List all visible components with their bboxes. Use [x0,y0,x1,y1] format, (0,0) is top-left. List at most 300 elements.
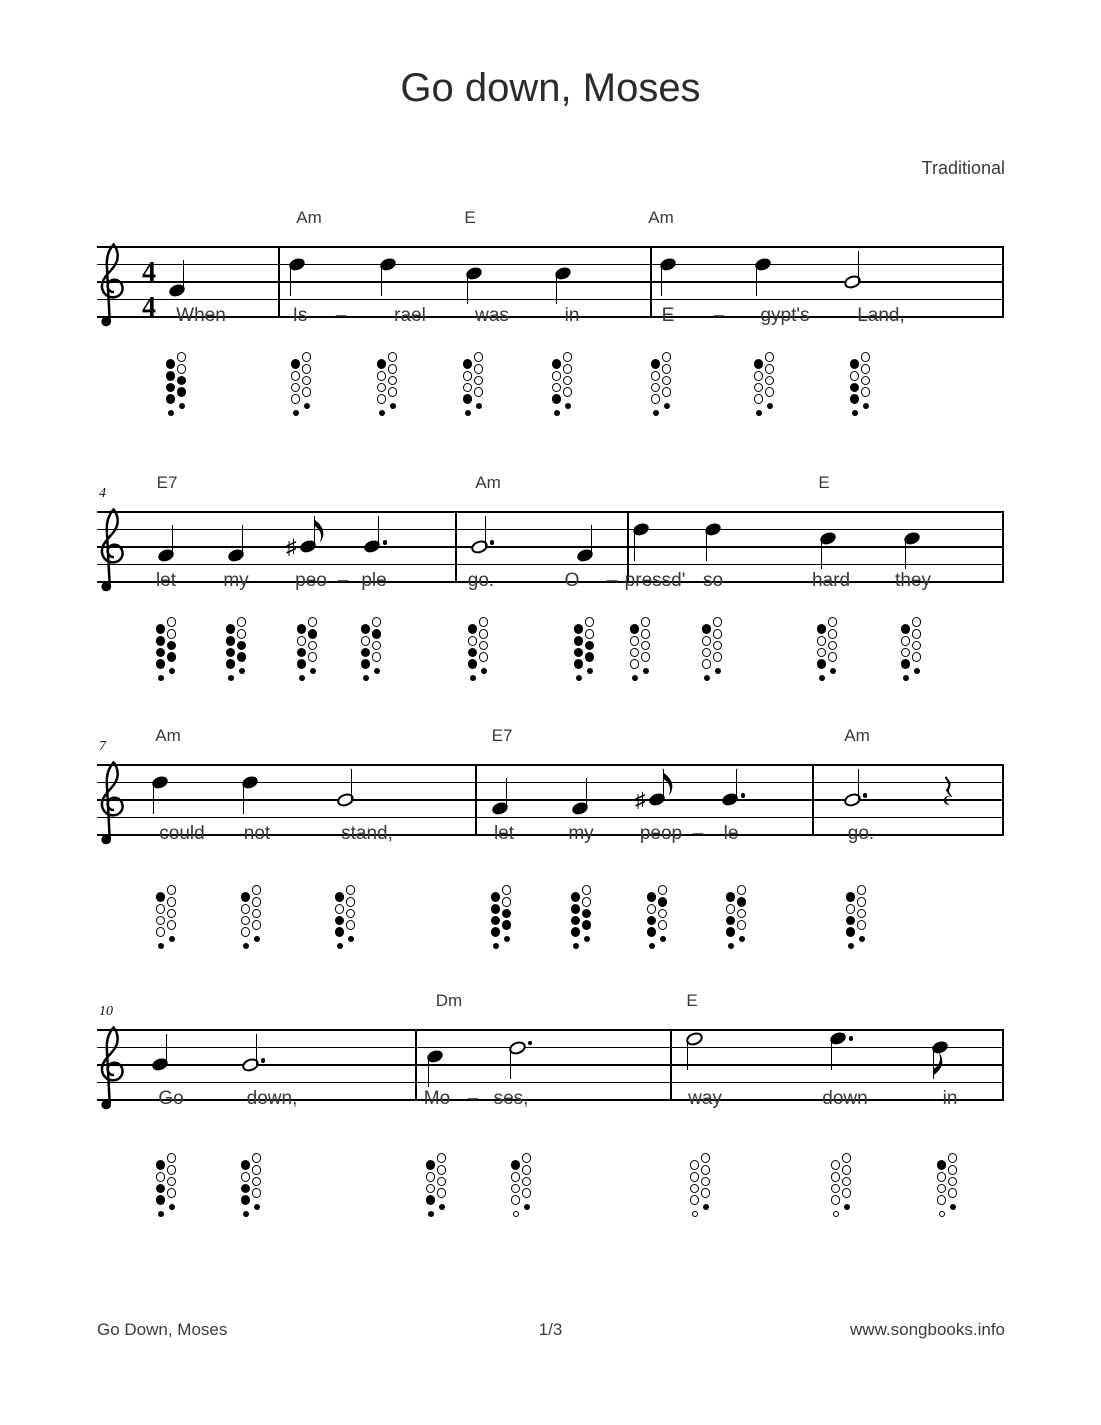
fingering-hole [308,641,318,651]
fingering-hole [844,1204,850,1210]
note-stem [290,265,292,296]
chord-label: Dm [435,991,463,1010]
fingering-hole [522,1177,532,1187]
fingering-hole [302,352,312,362]
fingering-diagram [629,617,651,685]
fingering-hole [237,617,247,627]
fingering-hole [463,383,473,393]
chord-label: Am [844,726,870,745]
fingering-hole [641,652,651,662]
fingering-hole [468,659,478,669]
fingering-hole [765,387,775,397]
fingering-hole [903,675,909,681]
fingering-hole [563,352,573,362]
fingering-hole [701,1188,711,1198]
footer-song-title: Go Down, Moses [97,1320,228,1339]
fingering-hole [156,1160,166,1170]
staff-line [97,511,1004,513]
fingering-hole [241,927,251,937]
fingering-hole [950,1204,956,1210]
fingering-diagram [689,1153,711,1221]
staff-line [97,799,1004,801]
note-stem [510,1048,512,1079]
fingering-hole [728,943,734,949]
lyric-syllable: stand, [341,823,393,844]
fingering-hole [850,394,860,404]
fingering-hole [167,909,177,919]
fingering-hole [857,920,867,930]
fingering-diagram [490,885,512,953]
augmentation-dot [490,540,495,545]
fingering-diagram [225,617,247,685]
fingering-diagram [334,885,356,953]
fingering-hole [726,916,736,926]
fingering-hole [156,904,166,914]
fingering-hole [651,359,661,369]
note-stem [756,265,758,296]
lyric-syllable: When [176,305,226,326]
fingering-hole [502,897,512,907]
note-stem [506,778,508,809]
fingering-hole [167,617,177,627]
fingering-hole [167,652,177,662]
fingering-hole [948,1177,958,1187]
fingering-hole [817,636,827,646]
fingering-hole [857,885,867,895]
note-stem [172,525,174,556]
fingering-hole [156,1184,166,1194]
fingering-hole [842,1165,852,1175]
fingering-hole [372,629,382,639]
barline [1002,1029,1004,1101]
fingering-hole [552,383,562,393]
fingering-hole [374,668,380,674]
treble-clef-icon [97,494,127,594]
time-signature-numerator: 4 [142,257,156,289]
fingering-hole [861,352,871,362]
lyric-syllable: hard [811,570,851,591]
fingering-hole [828,641,838,651]
fingering-hole [630,659,640,669]
fingering-hole [346,897,356,907]
fingering-hole [713,641,723,651]
footer-website: www.songbooks.info [850,1320,1005,1339]
fingering-hole [463,359,473,369]
fingering-hole [237,641,247,651]
fingering-diagram [467,617,489,685]
fingering-hole [476,403,482,409]
fingering-hole [739,936,745,942]
fingering-hole [842,1188,852,1198]
fingering-hole [502,909,512,919]
treble-clef-icon [97,229,127,329]
fingering-hole [156,636,166,646]
fingering-hole [846,892,856,902]
lyric-syllable: let [493,823,515,844]
chord-label: Am [296,208,322,227]
chord-label: E7 [491,726,513,745]
note-stem [467,273,469,304]
fingering-hole [726,892,736,902]
fingering-hole [346,885,356,895]
fingering-hole [587,668,593,674]
chord-label: E [464,208,476,227]
lyric-syllable: – [337,570,349,591]
fingering-hole [158,943,164,949]
fingering-hole [912,629,922,639]
fingering-hole [563,376,573,386]
augmentation-dot [261,1058,266,1063]
staff-line [97,281,1004,283]
chord-label: E [686,991,698,1010]
fingering-hole [861,387,871,397]
fingering-hole [563,364,573,374]
barline [455,511,457,583]
fingering-hole [252,897,262,907]
fingering-hole [651,371,661,381]
treble-clef-icon [97,1012,127,1112]
lyric-syllable: peop [639,823,683,844]
fingering-hole [937,1172,947,1182]
fingering-hole [715,668,721,674]
fingering-hole [167,885,177,895]
fingering-hole [167,1153,177,1163]
fingering-hole [491,892,501,902]
quarter-rest-icon [943,776,956,809]
fingering-hole [828,617,838,627]
note-stem [485,516,487,547]
fingering-hole [158,675,164,681]
fingering-diagram [830,1153,852,1221]
fingering-hole [651,383,661,393]
staff-line [97,546,1004,548]
fingering-hole [630,624,640,634]
fingering-hole [241,1172,251,1182]
lyric-syllable: go. [467,570,495,591]
fingering-hole [299,675,305,681]
fingering-hole [167,1177,177,1187]
fingering-hole [167,641,177,651]
fingering-diagram [650,352,672,420]
chord-label: Am [155,726,181,745]
fingering-hole [859,936,865,942]
lyric-syllable: – [713,305,725,326]
note-stem [166,1034,168,1065]
fingering-diagram [849,352,871,420]
fingering-hole [228,675,234,681]
note-stem [242,525,244,556]
fingering-hole [252,1188,262,1198]
fingering-hole [377,359,387,369]
fingering-hole [493,943,499,949]
staff-line [97,299,1004,301]
fingering-hole [584,936,590,942]
fingering-hole [713,652,723,662]
fingering-hole [437,1165,447,1175]
fingering-hole [335,916,345,926]
fingering-hole [737,909,747,919]
fingering-hole [662,376,672,386]
fingering-diagram [701,617,723,685]
fingering-hole [335,904,345,914]
lyric-syllable: in [564,305,580,326]
measure-number: 4 [99,486,106,501]
fingering-diagram [155,1153,177,1221]
fingering-diagram [725,885,747,953]
eighth-flag-icon [664,768,676,796]
fingering-hole [388,387,398,397]
fingering-hole [428,1211,434,1217]
fingering-hole [167,629,177,639]
chord-label: Am [648,208,674,227]
barline [415,1029,417,1101]
note-stem [706,530,708,561]
lyric-syllable: gypt's [760,305,810,326]
lyric-syllable: Is [292,305,308,326]
fingering-hole [348,936,354,942]
fingering-hole [937,1184,947,1194]
fingering-hole [156,648,166,658]
note-stem [661,265,663,296]
fingering-hole [463,394,473,404]
eighth-flag-icon [315,515,327,543]
fingering-hole [552,371,562,381]
fingering-hole [437,1177,447,1187]
note-stem [634,530,636,561]
lyric-syllable: peo [295,570,327,591]
fingering-hole [241,904,251,914]
fingering-hole [302,364,312,374]
fingering-hole [388,364,398,374]
fingering-hole [511,1184,521,1194]
barline [670,1029,672,1101]
fingering-hole [582,885,592,895]
fingering-hole [701,1165,711,1175]
fingering-hole [831,1195,841,1205]
fingering-hole [571,904,581,914]
fingering-hole [817,624,827,634]
fingering-diagram [900,617,922,685]
fingering-hole [363,675,369,681]
fingering-hole [831,1184,841,1194]
fingering-hole [302,387,312,397]
fingering-hole [828,629,838,639]
fingering-hole [468,648,478,658]
fingering-hole [576,675,582,681]
barline [1002,764,1004,836]
fingering-hole [481,668,487,674]
staff-line [97,1047,1004,1049]
fingering-hole [664,403,670,409]
fingering-hole [470,675,476,681]
fingering-hole [463,371,473,381]
fingering-hole [511,1172,521,1182]
fingering-hole [388,352,398,362]
fingering-diagram [290,352,312,420]
fingering-hole [156,659,166,669]
fingering-hole [252,1165,262,1175]
fingering-hole [937,1160,947,1170]
chord-label: E7 [156,473,178,492]
augmentation-dot [849,1036,854,1041]
fingering-hole [169,1204,175,1210]
fingering-hole [252,909,262,919]
fingering-hole [293,410,299,416]
fingering-hole [552,359,562,369]
fingering-hole [252,920,262,930]
fingering-hole [565,403,571,409]
fingering-hole [737,920,747,930]
staff-line [97,246,1004,248]
fingering-hole [574,624,584,634]
fingering-hole [852,410,858,416]
lyric-syllable: E [661,305,675,326]
lyric-syllable: pressd' [624,570,686,591]
fingering-hole [647,904,657,914]
lyric-syllable: Land, [857,305,905,326]
fingering-hole [377,371,387,381]
lyric-syllable: not [243,823,271,844]
fingering-hole [702,648,712,658]
fingering-hole [647,892,657,902]
attribution: Traditional [921,158,1005,178]
fingering-hole [912,652,922,662]
note-stem [243,783,245,814]
chord-label: Am [475,473,501,492]
fingering-hole [658,909,668,919]
fingering-hole [156,1172,166,1182]
fingering-hole [361,636,371,646]
fingering-hole [582,920,592,930]
lyric-syllable: Go [158,1088,184,1109]
fingering-hole [241,1160,251,1170]
fingering-diagram [570,885,592,953]
fingering-hole [335,892,345,902]
fingering-hole [571,892,581,902]
fingering-hole [850,383,860,393]
note-stem [591,525,593,556]
fingering-hole [522,1165,532,1175]
fingering-hole [226,624,236,634]
fingering-hole [767,403,773,409]
fingering-hole [861,376,871,386]
fingering-hole [912,617,922,627]
augmentation-dot [741,793,746,798]
note-stem [381,265,383,296]
staff-line [97,782,1004,784]
fingering-diagram [360,617,382,685]
fingering-hole [513,1211,519,1217]
fingering-diagram [165,352,187,420]
lyric-syllable: – [692,823,704,844]
fingering-hole [765,364,775,374]
fingering-hole [502,920,512,930]
sharp-icon: ♯ [286,536,297,559]
note-stem [586,778,588,809]
fingering-hole [168,410,174,416]
fingering-hole [297,636,307,646]
staff-line [97,529,1004,531]
fingering-hole [491,916,501,926]
fingering-hole [166,359,176,369]
staff-line [97,264,1004,266]
fingering-hole [737,897,747,907]
lyric-syllable: le [723,823,739,844]
fingering-hole [310,668,316,674]
staff-line [97,817,1004,819]
fingering-diagram [425,1153,447,1221]
fingering-hole [167,920,177,930]
fingering-hole [169,668,175,674]
fingering-hole [754,359,764,369]
fingering-hole [241,916,251,926]
fingering-hole [479,652,489,662]
lyric-syllable: Mo [423,1088,451,1109]
note-stem [858,251,860,282]
fingering-hole [372,652,382,662]
fingering-hole [156,624,166,634]
fingering-hole [252,885,262,895]
fingering-hole [850,359,860,369]
fingering-hole [737,885,747,895]
fingering-hole [948,1153,958,1163]
fingering-hole [372,641,382,651]
fingering-hole [377,383,387,393]
fingering-hole [474,387,484,397]
fingering-hole [241,1184,251,1194]
fingering-hole [937,1195,947,1205]
fingering-hole [237,629,247,639]
barline [278,246,280,318]
lyric-syllable: rael [394,305,426,326]
fingering-hole [254,936,260,942]
fingering-hole [582,909,592,919]
fingering-hole [948,1165,958,1175]
fingering-hole [158,1211,164,1217]
fingering-hole [346,909,356,919]
fingering-hole [647,927,657,937]
fingering-hole [649,943,655,949]
barline [1002,246,1004,318]
fingering-hole [690,1160,700,1170]
fingering-diagram [936,1153,958,1221]
lyric-syllable: could [159,823,205,844]
fingering-hole [831,1172,841,1182]
fingering-hole [831,1160,841,1170]
fingering-hole [914,668,920,674]
fingering-diagram [753,352,775,420]
fingering-hole [468,636,478,646]
fingering-hole [308,617,318,627]
fingering-hole [522,1153,532,1163]
fingering-hole [563,387,573,397]
fingering-hole [662,387,672,397]
fingering-hole [701,1153,711,1163]
eighth-flag-icon [934,1052,946,1080]
fingering-hole [156,892,166,902]
fingering-hole [337,943,343,949]
note-stem [687,1039,689,1070]
fingering-hole [585,617,595,627]
fingering-hole [754,383,764,393]
fingering-hole [335,927,345,937]
fingering-hole [690,1184,700,1194]
lyric-syllable: down, [246,1088,298,1109]
fingering-hole [842,1153,852,1163]
fingering-hole [653,410,659,416]
fingering-hole [437,1153,447,1163]
fingering-hole [704,675,710,681]
